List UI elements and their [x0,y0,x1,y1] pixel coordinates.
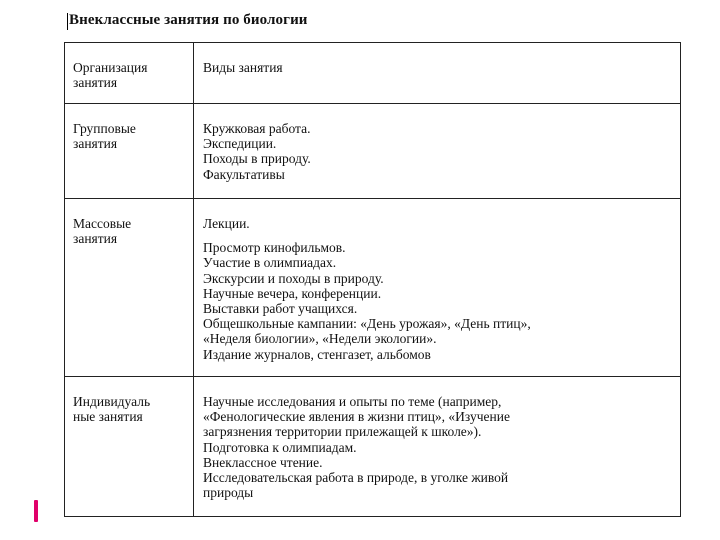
table-header-row [65,43,681,104]
row-items-group [194,104,681,199]
item-line: загрязнения территории прилежащей к школе»). [203,424,482,440]
item-line: Научные вечера, конференции. [203,285,382,301]
page-title: Внеклассные занятия по биологии [69,12,308,28]
item-line: Внеклассное чтение. [203,454,323,470]
item-line: «Неделя биологии», «Недели экологии». [203,331,437,347]
table-row [65,199,681,377]
header-types-line: Виды занятия [203,60,283,75]
table-row [65,104,681,199]
kind-line: ные занятия [73,409,143,425]
kind-line: Индивидуаль [73,394,151,409]
row-kind-mass [65,199,194,377]
item-line: Экспедиции. [203,136,277,152]
item-line: Лекции. [203,216,250,231]
item-line: Общешкольные кампании: «День урожая», «День птиц», [203,316,531,332]
kind-line: Массовые [73,216,132,231]
item-line: Факультативы [203,166,285,182]
row-kind-individual [65,377,194,517]
item-line: Выставки работ учащихся. [203,301,358,317]
item-line: Издание журналов, стенгазет, альбомов [203,346,431,362]
header-types [194,43,681,104]
item-line: Участие в олимпиадах. [203,255,337,271]
kind-line: занятия [73,231,118,247]
table-row [65,377,681,517]
kind-line: занятия [73,136,118,152]
row-items-mass [194,199,681,377]
header-organization [65,43,194,104]
item-line: Экскурсии и походы в природу. [203,270,384,286]
kind-line: Групповые [73,121,136,136]
item-line: Исследовательская работа в природе, в уголке живой [203,470,509,486]
item-line: природы [203,485,254,501]
item-line: «Фенологические явления в жизни птиц», «Изучение [203,409,510,425]
item-line: Научные исследования и опыты по теме (например, [203,394,502,409]
row-items-individual [194,377,681,517]
activities-table [64,42,681,517]
row-kind-group [65,104,194,199]
item-line: Подготовка к олимпиадам. [203,439,357,455]
header-organization-line: Организация [73,60,148,75]
text-cursor [67,13,68,30]
item-line: Просмотр кинофильмов. [203,240,346,256]
item-line: Кружковая работа. [203,121,311,136]
item-line: Походы в природу. [203,151,311,167]
accent-mark [34,500,38,522]
header-organization-line: занятия [73,75,118,91]
